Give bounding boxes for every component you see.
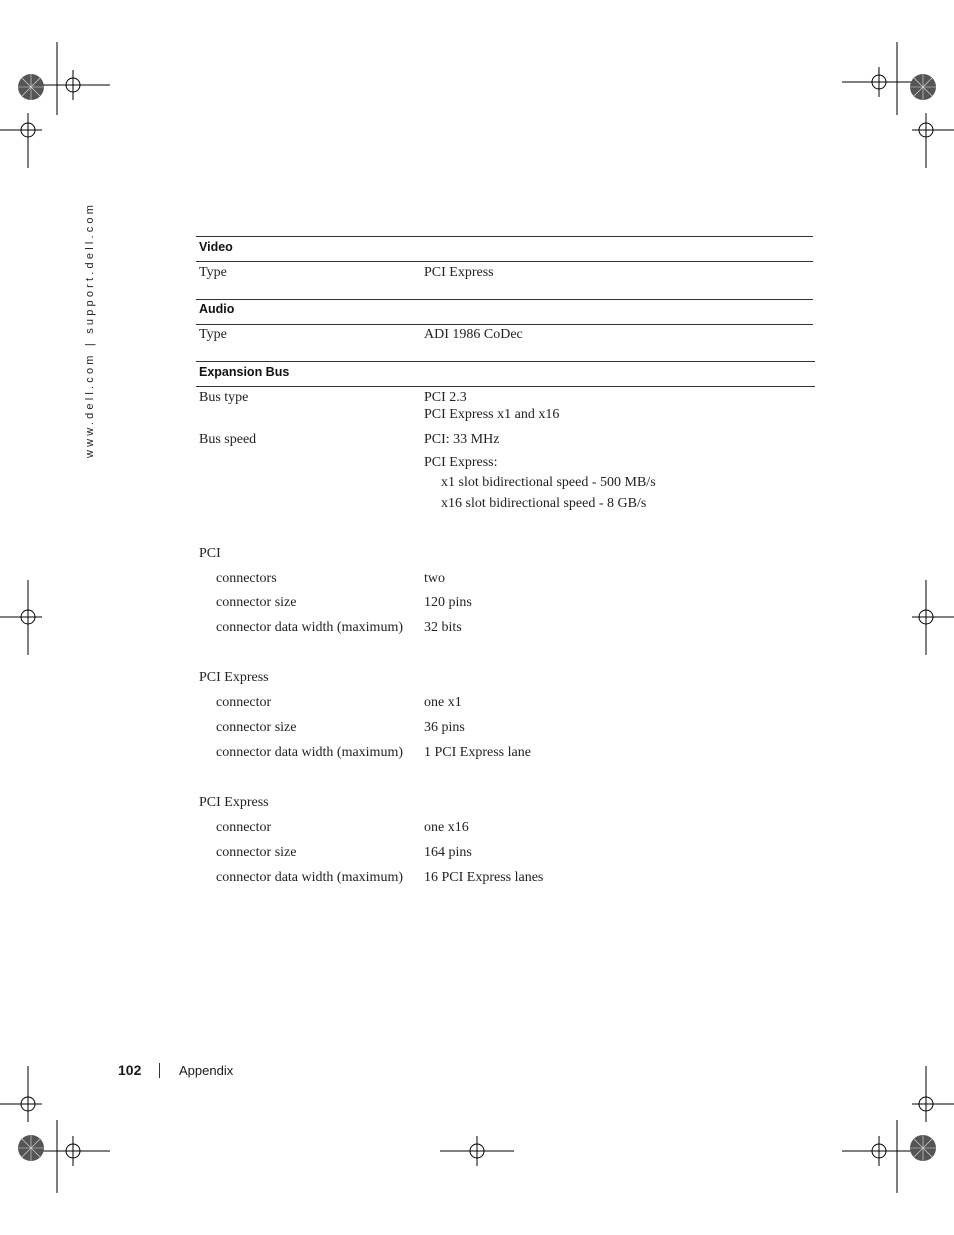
spec-label: connector size xyxy=(216,720,297,735)
spec-value: x1 slot bidirectional speed - 500 MB/s xyxy=(441,475,656,490)
spec-value: 36 pins xyxy=(424,720,465,735)
spec-value: one x16 xyxy=(424,820,469,835)
section-heading-expansion-bus: Expansion Bus xyxy=(199,365,290,379)
spec-value: one x1 xyxy=(424,695,462,710)
spec-value: PCI: 33 MHz xyxy=(424,432,500,447)
section-rule xyxy=(196,324,813,325)
spec-value: 32 bits xyxy=(424,620,462,635)
spec-label: Bus type xyxy=(199,390,249,405)
spec-label: Type xyxy=(199,265,227,280)
spec-value: 1 PCI Express lane xyxy=(424,745,531,760)
group-title: PCI Express xyxy=(199,670,269,685)
spec-label: connector data width (maximum) xyxy=(216,620,403,635)
spec-value: ADI 1986 CoDec xyxy=(424,327,523,342)
spec-value: PCI Express: xyxy=(424,455,498,470)
spec-value: 120 pins xyxy=(424,595,472,610)
group-title: PCI xyxy=(199,546,221,561)
section-rule xyxy=(196,236,813,237)
section-heading-audio: Audio xyxy=(199,302,235,316)
page-number: 102 xyxy=(118,1062,142,1078)
group-title: PCI Express xyxy=(199,795,269,810)
spec-label: connector size xyxy=(216,845,297,860)
spec-value: two xyxy=(424,571,445,586)
spec-value: 16 PCI Express lanes xyxy=(424,870,544,885)
section-rule xyxy=(196,299,813,300)
spec-value: x16 slot bidirectional speed - 8 GB/s xyxy=(441,496,647,511)
spec-label: connector data width (maximum) xyxy=(216,745,403,760)
spec-value: 164 pins xyxy=(424,845,472,860)
spec-label: connector xyxy=(216,820,272,835)
spec-value: PCI Express x1 and x16 xyxy=(424,407,560,422)
spec-label: Type xyxy=(199,327,227,342)
spec-label: connector xyxy=(216,695,272,710)
spec-label: connector data width (maximum) xyxy=(216,870,403,885)
spec-value: PCI 2.3 xyxy=(424,390,467,405)
spec-label: connector size xyxy=(216,595,297,610)
footer-section: Appendix xyxy=(179,1063,234,1078)
footer-divider xyxy=(159,1063,160,1078)
section-rule xyxy=(196,261,813,262)
spec-value: PCI Express xyxy=(424,265,494,280)
section-rule xyxy=(196,386,815,387)
side-url-text: www.dell.com | support.dell.com xyxy=(84,201,96,458)
section-rule xyxy=(196,361,815,362)
section-heading-video: Video xyxy=(199,240,233,254)
spec-label: connectors xyxy=(216,571,277,586)
spec-label: Bus speed xyxy=(199,432,257,447)
